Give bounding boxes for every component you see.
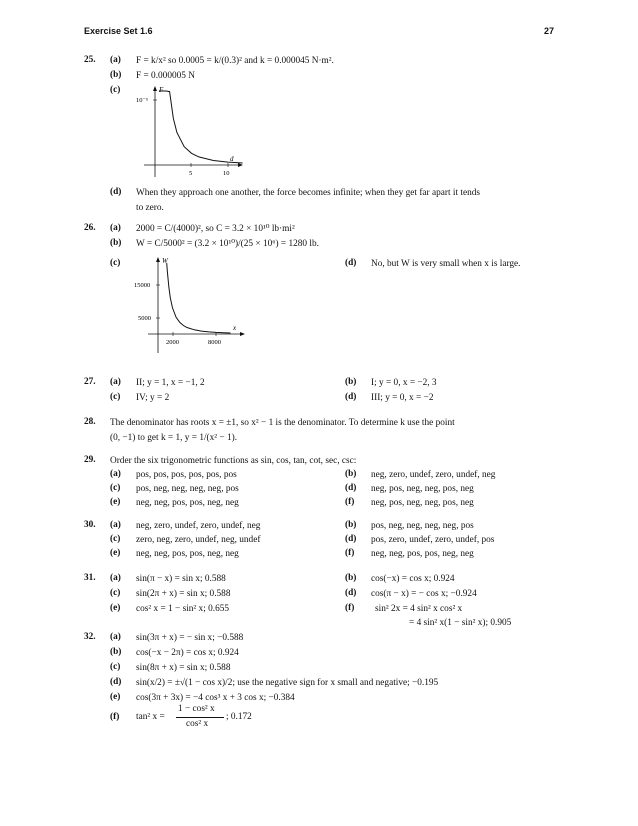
- line-t31b: cos(−x) = cos x; 0.924: [371, 574, 455, 584]
- line-l27a: (a): [110, 377, 121, 387]
- line-l31a: (a): [110, 573, 121, 583]
- line-t26d: No, but W is very small when x is large.: [371, 259, 521, 269]
- page-number: 27: [543, 26, 554, 36]
- chart1-xtick-label-5: 5: [189, 170, 193, 177]
- formula-32f-numerator: 1 − cos² x: [178, 704, 215, 714]
- chart1-ylabel: F: [159, 86, 164, 94]
- chart2-xlabel: x: [233, 324, 237, 332]
- line-n32: 32.: [84, 632, 96, 642]
- line-l32d: (d): [110, 677, 122, 687]
- line-l30e: (e): [110, 548, 121, 558]
- line-t28a: The denominator has roots x = ±1, so x² − 1 is the denominator. To determine k use the point: [110, 418, 455, 428]
- chart2-y-arrow: [156, 257, 160, 262]
- line-t25d1: When they approach one another, the force becomes infinite; when they get far apart it tends: [136, 188, 480, 198]
- line-l27c: (c): [110, 392, 121, 402]
- line-t29a: pos, pos, pos, pos, pos, pos: [136, 470, 237, 480]
- line-t31d: cos(π − x) = − cos x; −0.924: [371, 589, 477, 599]
- line-l29f: (f): [345, 497, 355, 507]
- line-t30d: pos, zero, undef, zero, undef, pos: [371, 535, 495, 545]
- chart2-ytick-label-5000: 5000: [138, 315, 151, 322]
- line-l32f: (f): [110, 712, 120, 722]
- line-t26a: 2000 = C/(4000)², so C = 3.2 × 10¹⁰ lb·mi²: [136, 224, 295, 234]
- line-l26d: (d): [345, 258, 357, 268]
- line-l29a: (a): [110, 469, 121, 479]
- line-t29f: neg, pos, neg, neg, pos, neg: [371, 498, 474, 508]
- line-l32c: (c): [110, 662, 121, 672]
- line-t32d: sin(x/2) = ±√(1 − cos x)/2; use the negative sign for x small and negative; −0.195: [136, 678, 439, 688]
- line-l31b: (b): [345, 573, 357, 583]
- line-l25b: (b): [110, 70, 122, 80]
- chart1-xlabel: d: [230, 155, 234, 163]
- line-t29e: neg, neg, pos, pos, neg, neg: [136, 498, 239, 508]
- line-l29d: (d): [345, 483, 357, 493]
- line-t26b: W = C/5000² = (3.2 × 10¹⁰)/(25 × 10⁶) = 1280 lb.: [136, 239, 319, 249]
- line-n31: 31.: [84, 573, 96, 583]
- section-title: Exercise Set 1.6: [84, 26, 153, 36]
- line-t31f2: = 4 sin² x(1 − sin² x); 0.905: [409, 618, 512, 628]
- line-n28: 28.: [84, 417, 96, 427]
- weight-distance-graph: [130, 255, 250, 355]
- line-t27a: II; y = 1, x = −1, 2: [136, 378, 205, 388]
- line-l30b: (b): [345, 520, 357, 530]
- line-l31e: (e): [110, 603, 121, 613]
- line-l30d: (d): [345, 534, 357, 544]
- line-t30f: neg, neg, pos, pos, neg, neg: [371, 549, 474, 559]
- line-t32a: sin(3π + x) = − sin x; −0.588: [136, 633, 244, 643]
- line-t27d: III; y = 0, x = −2: [371, 393, 434, 403]
- chart2-xtick-label-8000: 8000: [208, 339, 221, 346]
- formula-32f-lhs: tan² x =: [136, 712, 165, 722]
- line-l30a: (a): [110, 520, 121, 530]
- line-l32b: (b): [110, 647, 122, 657]
- line-t32b: cos(−x − 2π) = cos x; 0.924: [136, 648, 239, 658]
- line-l25c: (c): [110, 85, 121, 95]
- formula-32f-denominator: cos² x: [186, 719, 209, 729]
- line-n30: 30.: [84, 520, 96, 530]
- line-t25a: F = k/x² so 0.0005 = k/(0.3)² and k = 0.000045 N·m².: [136, 56, 334, 66]
- line-t28b: (0, −1) to get k = 1, y = 1/(x² − 1).: [110, 433, 238, 443]
- line-t32c: sin(8π + x) = sin x; 0.588: [136, 663, 231, 673]
- line-t30c: zero, neg, zero, undef, neg, undef: [136, 535, 261, 545]
- chart1-curve: [159, 91, 243, 163]
- line-l27b: (b): [345, 377, 357, 387]
- line-l31f: (f): [345, 603, 355, 613]
- line-l31d: (d): [345, 588, 357, 598]
- line-t32e: cos(3π + 3x) = −4 cos³ x + 3 cos x; −0.384: [136, 693, 295, 703]
- line-t27c: IV; y = 2: [136, 393, 170, 403]
- line-t29d: neg, pos, neg, neg, pos, neg: [371, 484, 474, 494]
- chart2-xtick-label-2000: 2000: [166, 339, 179, 346]
- line-l27d: (d): [345, 392, 357, 402]
- line-n26: 26.: [84, 223, 96, 233]
- chart1-ytick-label: 10⁻⁵: [136, 97, 149, 104]
- line-t31f1: sin² 2x = 4 sin² x cos² x: [375, 604, 463, 614]
- chart1-x-arrow: [238, 163, 243, 167]
- line-l26a: (a): [110, 223, 121, 233]
- chart2-ytick-label-15000: 15000: [134, 282, 151, 289]
- line-l30f: (f): [345, 548, 355, 558]
- line-t31e: cos² x = 1 − sin² x; 0.655: [136, 604, 230, 614]
- line-l31c: (c): [110, 588, 121, 598]
- line-l32e: (e): [110, 692, 121, 702]
- line-l29e: (e): [110, 497, 121, 507]
- line-l29c: (c): [110, 483, 121, 493]
- line-l30c: (c): [110, 534, 121, 544]
- line-l26c: (c): [110, 258, 121, 268]
- line-t25d2: to zero.: [136, 203, 164, 213]
- line-t30e: neg, neg, pos, pos, neg, neg: [136, 549, 239, 559]
- line-n27: 27.: [84, 377, 96, 387]
- line-n29: 29.: [84, 455, 96, 465]
- line-t27b: I; y = 0, x = −2, 3: [371, 378, 437, 388]
- line-t25b: F = 0.000005 N: [136, 71, 195, 81]
- line-t29b: neg, zero, undef, zero, undef, neg: [371, 470, 496, 480]
- chart2-curve: [167, 263, 231, 333]
- force-distance-graph: [130, 85, 250, 180]
- chart1-y-arrow: [153, 86, 157, 91]
- line-l25d: (d): [110, 187, 122, 197]
- line-l29b: (b): [345, 469, 357, 479]
- line-t31c: sin(2π + x) = sin x; 0.588: [136, 589, 231, 599]
- line-l25a: (a): [110, 55, 121, 65]
- chart2-x-arrow: [240, 332, 245, 336]
- formula-32f-rhs: ; 0.172: [226, 712, 252, 722]
- line-t30a: neg, zero, undef, zero, undef, neg: [136, 521, 261, 531]
- line-l26b: (b): [110, 238, 122, 248]
- line-n25: 25.: [84, 55, 96, 65]
- line-t29c: pos, neg, neg, neg, neg, pos: [136, 484, 239, 494]
- formula-32f-bar: [176, 717, 224, 718]
- chart2-ylabel: W: [162, 257, 168, 265]
- line-t31a: sin(π − x) = sin x; 0.588: [136, 574, 226, 584]
- line-t29: Order the six trigonometric functions as sin, cos, tan, cot, sec, csc:: [110, 456, 357, 466]
- line-t30b: pos, neg, neg, neg, neg, pos: [371, 521, 474, 531]
- chart1-xtick-label-10: 10: [223, 170, 230, 177]
- line-l32a: (a): [110, 632, 121, 642]
